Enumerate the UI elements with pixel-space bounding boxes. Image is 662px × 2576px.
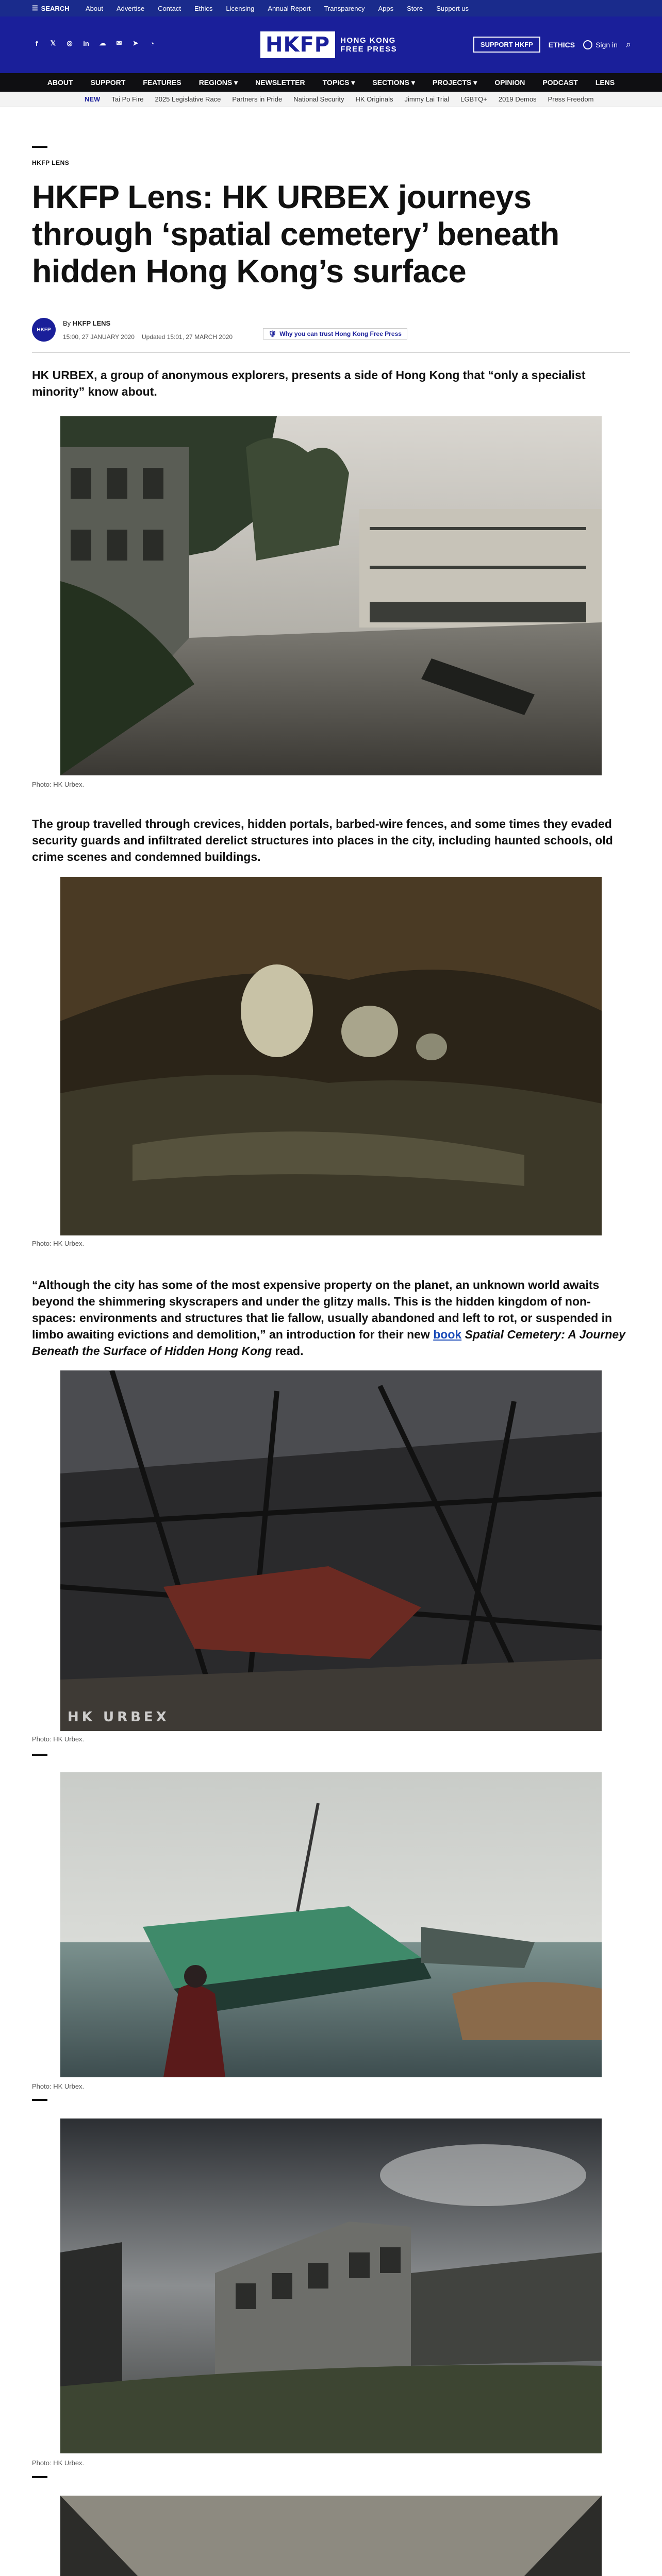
- ethics-link[interactable]: ETHICS: [548, 40, 575, 49]
- article-photo-4: [60, 1772, 602, 2077]
- utility-link-annual-report[interactable]: Annual Report: [268, 4, 311, 12]
- masthead: [0, 16, 662, 73]
- new-badge: NEW: [85, 95, 101, 103]
- article-photo-6: [60, 2496, 602, 2576]
- utility-link-licensing[interactable]: Licensing: [226, 4, 255, 12]
- shield-icon: 🛡: [269, 330, 277, 337]
- photo-caption: Photo: HK Urbex.: [32, 1735, 85, 1743]
- nav-podcast[interactable]: PODCAST: [542, 78, 578, 87]
- paragraph-3-end: read.: [272, 1344, 304, 1358]
- utility-link-support[interactable]: Support us: [436, 4, 469, 12]
- search-icon[interactable]: ⌕: [625, 39, 631, 49]
- photo-caption: Photo: HK Urbex.: [32, 1240, 85, 1247]
- search-toggle[interactable]: [32, 4, 70, 12]
- masthead-actions: [473, 37, 631, 53]
- trust-label: Why you can trust Hong Kong Free Press: [279, 330, 402, 337]
- byline-prefix: By: [63, 319, 73, 327]
- menu-icon: ☰: [32, 4, 38, 12]
- bluesky-icon[interactable]: ☁: [99, 39, 106, 47]
- nav-sections[interactable]: SECTIONS ▾: [372, 78, 415, 87]
- facebook-icon[interactable]: f: [35, 39, 38, 47]
- article-paragraph-3: [32, 1277, 630, 1359]
- nav-projects[interactable]: PROJECTS ▾: [432, 78, 477, 87]
- support-hkfp-button[interactable]: SUPPORT HKFP: [473, 37, 540, 53]
- logo-line-1: HONG KONG: [340, 36, 396, 45]
- logo-mark: HKFP: [260, 31, 335, 58]
- article-photo-1: [60, 416, 602, 775]
- article-photo-5: [60, 2119, 602, 2453]
- nav-regions[interactable]: REGIONS ▾: [198, 78, 238, 87]
- article-photo-2: [60, 877, 602, 1235]
- sign-in-label: Sign in: [595, 40, 618, 49]
- trending-item[interactable]: Jimmy Lai Trial: [404, 95, 450, 103]
- photo-courtyard: [60, 416, 602, 775]
- trust-link[interactable]: [263, 328, 407, 340]
- article-photo-3: [60, 1370, 602, 1731]
- article-kicker[interactable]: HKFP LENS: [32, 159, 70, 166]
- photo-watermark: HK URBEX: [68, 1709, 170, 1725]
- article-paragraph-2: The group travelled through crevices, hidden portals, barbed-wire fences, and some times they evaded security guards and infiltrated derelict structures into places in the city, including haunted schools, old crime scenes and condemned buildings.: [32, 817, 613, 863]
- utility-nav: [86, 0, 469, 16]
- utility-link-ethics[interactable]: Ethics: [194, 4, 213, 12]
- utility-link-apps[interactable]: Apps: [378, 4, 394, 12]
- email-icon[interactable]: ✉: [116, 39, 122, 47]
- photo-ruins: [60, 1370, 602, 1731]
- photo-shipwreck: [60, 1772, 602, 2077]
- author-avatar[interactable]: HKFP: [32, 318, 56, 342]
- rss-icon[interactable]: ◔: [150, 39, 154, 47]
- published-date: 15:00, 27 JANUARY 2020: [63, 333, 135, 341]
- author-link[interactable]: HKFP LENS: [72, 319, 111, 327]
- logo-wordmark: [340, 36, 397, 54]
- main-nav: [0, 73, 662, 92]
- byline-dates: [63, 333, 233, 341]
- linkedin-icon[interactable]: in: [83, 39, 89, 47]
- kicker-rule: [32, 146, 47, 148]
- updated-date: Updated 15:01, 27 MARCH 2020: [141, 333, 233, 341]
- trending-item[interactable]: Tai Po Fire: [111, 95, 144, 103]
- nav-features[interactable]: FEATURES: [143, 78, 181, 87]
- section-rule: [32, 2099, 47, 2101]
- photo-cave: [60, 877, 602, 1235]
- section-rule: [32, 1754, 47, 1756]
- trending-bar: [0, 92, 662, 107]
- nav-newsletter[interactable]: NEWSLETTER: [255, 78, 305, 87]
- paragraph-3-intro: “Although the city has some of the most expensive property on the planet, an unknown world awaits beyond the shimmering skyscrapers and under the glitzy malls. This is the hidden kingdom of non-spaces: environments and structures that lie fallow, usually abandoned and left to rot, or suspended in limbo awaiting evictions and demolition,” an introduction for their new: [32, 1278, 613, 1341]
- trending-item[interactable]: 2025 Legislative Race: [155, 95, 221, 103]
- utility-bar: [0, 0, 662, 16]
- instagram-icon[interactable]: ◎: [67, 39, 73, 47]
- byline-author: [63, 319, 233, 327]
- telegram-icon[interactable]: ➤: [133, 39, 139, 47]
- x-icon[interactable]: 𝕏: [50, 39, 56, 47]
- logo-line-2: FREE PRESS: [340, 45, 398, 54]
- trending-item[interactable]: HK Originals: [355, 95, 393, 103]
- nav-support[interactable]: SUPPORT: [90, 78, 126, 87]
- photo-caption: Photo: HK Urbex.: [32, 781, 85, 788]
- trending-item[interactable]: LGBTQ+: [460, 95, 487, 103]
- utility-link-contact[interactable]: Contact: [158, 4, 181, 12]
- article-headline: HKFP Lens: HK URBEX journeys through ‘spatial cemetery’ beneath hidden Hong Kong’s surface: [32, 179, 559, 290]
- trending-item[interactable]: 2019 Demos: [498, 95, 537, 103]
- search-label: SEARCH: [41, 4, 70, 12]
- section-rule: [32, 2476, 47, 2478]
- utility-link-store[interactable]: Store: [407, 4, 423, 12]
- photo-caption: Photo: HK Urbex.: [32, 2459, 85, 2467]
- utility-link-about[interactable]: About: [86, 4, 103, 12]
- book-link[interactable]: book: [433, 1328, 462, 1341]
- nav-lens[interactable]: LENS: [595, 78, 615, 87]
- trending-item[interactable]: Partners in Pride: [232, 95, 283, 103]
- sign-in-link[interactable]: [583, 40, 618, 49]
- header-divider: [32, 352, 630, 353]
- utility-link-advertise[interactable]: Advertise: [116, 4, 145, 12]
- nav-opinion[interactable]: OPINION: [494, 78, 525, 87]
- site-logo[interactable]: [260, 31, 397, 58]
- photo-caption: Photo: HK Urbex.: [32, 2082, 85, 2090]
- byline: [32, 318, 233, 342]
- user-icon: [583, 40, 592, 49]
- nav-about[interactable]: ABOUT: [47, 78, 73, 87]
- photo-derelict-block: [60, 2119, 602, 2453]
- photo-stairwell: [60, 2496, 602, 2576]
- article-paragraph-1: HK URBEX, a group of anonymous explorers, presents a side of Hong Kong that “only a specialist minority” know about.: [32, 368, 586, 398]
- trending-item[interactable]: National Security: [293, 95, 344, 103]
- utility-link-transparency[interactable]: Transparency: [324, 4, 365, 12]
- nav-topics[interactable]: TOPICS ▾: [322, 78, 355, 87]
- book-title: Spatial Cemetery: A Journey Beneath the Surface of Hidden Hong Kong: [32, 1328, 626, 1358]
- social-links: [32, 39, 157, 48]
- trending-item[interactable]: Press Freedom: [548, 95, 594, 103]
